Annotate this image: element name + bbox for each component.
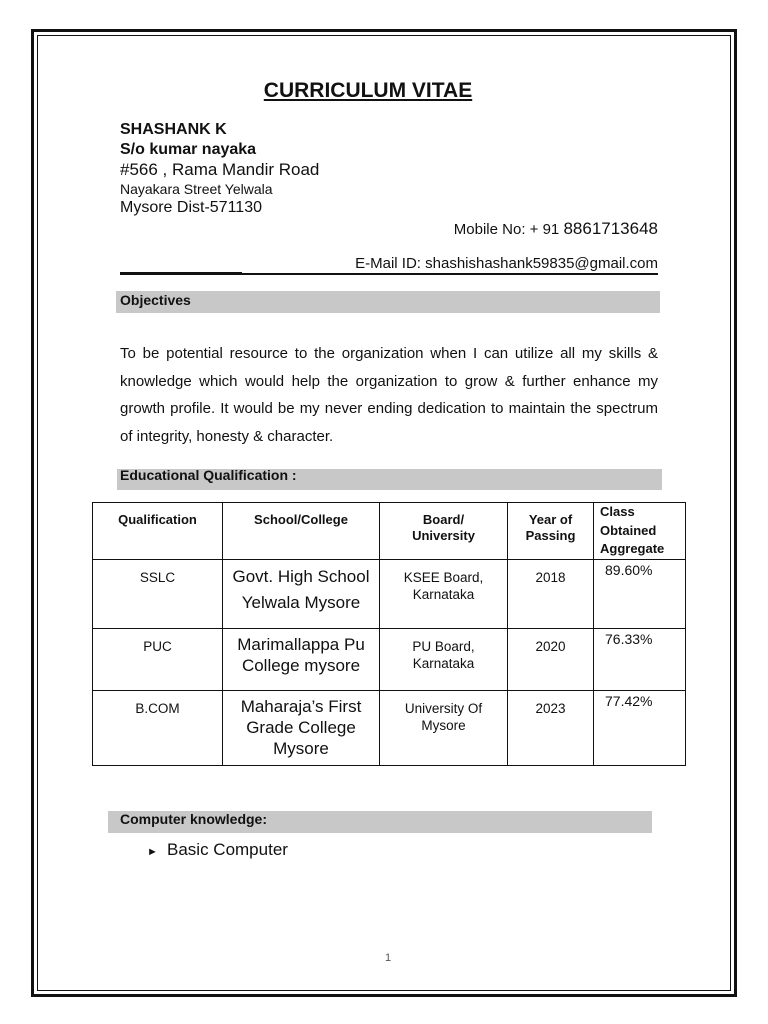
column-header-year: Year of Passing [508,503,594,560]
objectives-heading-bar [116,291,660,313]
qualification-cell: PUC [93,628,223,690]
column-header-school: School/College [223,503,380,560]
mobile-label: Mobile No: + 91 [453,221,564,238]
year-cell: 2023 [508,690,594,765]
school-cell: Marimallappa Pu College mysore [223,628,380,690]
mobile-contact [454,219,658,239]
address-line-1: #566 , Rama Mandir Road [120,160,320,179]
document-title: CURRICULUM VITAE [263,79,473,102]
computer-heading: Computer knowledge: [120,811,268,827]
table-row [93,690,686,765]
school-cell: Maharaja’s First Grade College Mysore [223,690,380,765]
qualification-cell: B.COM [93,690,223,765]
aggregate-cell: 77.42% [594,690,686,765]
address-line-3: Mysore Dist-571130 [120,199,262,216]
father-name: S/o kumar nayaka [120,141,257,158]
mobile-number: 8861713648 [563,219,658,238]
skill-item: Basic Computer [167,840,288,859]
school-cell: Govt. High School Yelwala Mysore [223,559,380,628]
board-cell: PU Board, Karnataka [380,628,508,690]
aggregate-cell: 89.60% [594,559,686,628]
year-cell: 2020 [508,628,594,690]
email-contact: E-Mail ID: shashishashank59835@gmail.com [355,255,658,272]
address-line-2: Nayakara Street Yelwala [120,181,273,197]
column-header-qualification: Qualification [93,503,223,560]
candidate-name: SHASHANK K [120,121,227,138]
column-header-class: Class Obtained Aggregate [594,503,686,560]
objectives-text: To be potential resource to the organization when I can utilize all my skills & knowledge which would help the organization to grow & further enhance my growth profile. It would be my never ending dedication to maintain the spectrum of integrity, honesty & character. [120,345,658,446]
board-cell: KSEE Board, Karnataka [380,559,508,628]
page-number: 1 [384,952,392,964]
education-table [92,502,686,766]
qualification-cell: SSLC [93,559,223,628]
bullet-arrow-icon: ► [147,846,158,858]
table-header-row [93,503,686,560]
header-divider-accent [120,272,242,275]
aggregate-cell: 76.33% [594,628,686,690]
table-row [93,559,686,628]
year-cell: 2018 [508,559,594,628]
table-row [93,628,686,690]
education-heading: Educational Qualification : [120,467,297,483]
column-header-board: Board/ University [380,503,508,560]
board-cell: University Of Mysore [380,690,508,765]
objectives-heading: Objectives [120,292,191,308]
